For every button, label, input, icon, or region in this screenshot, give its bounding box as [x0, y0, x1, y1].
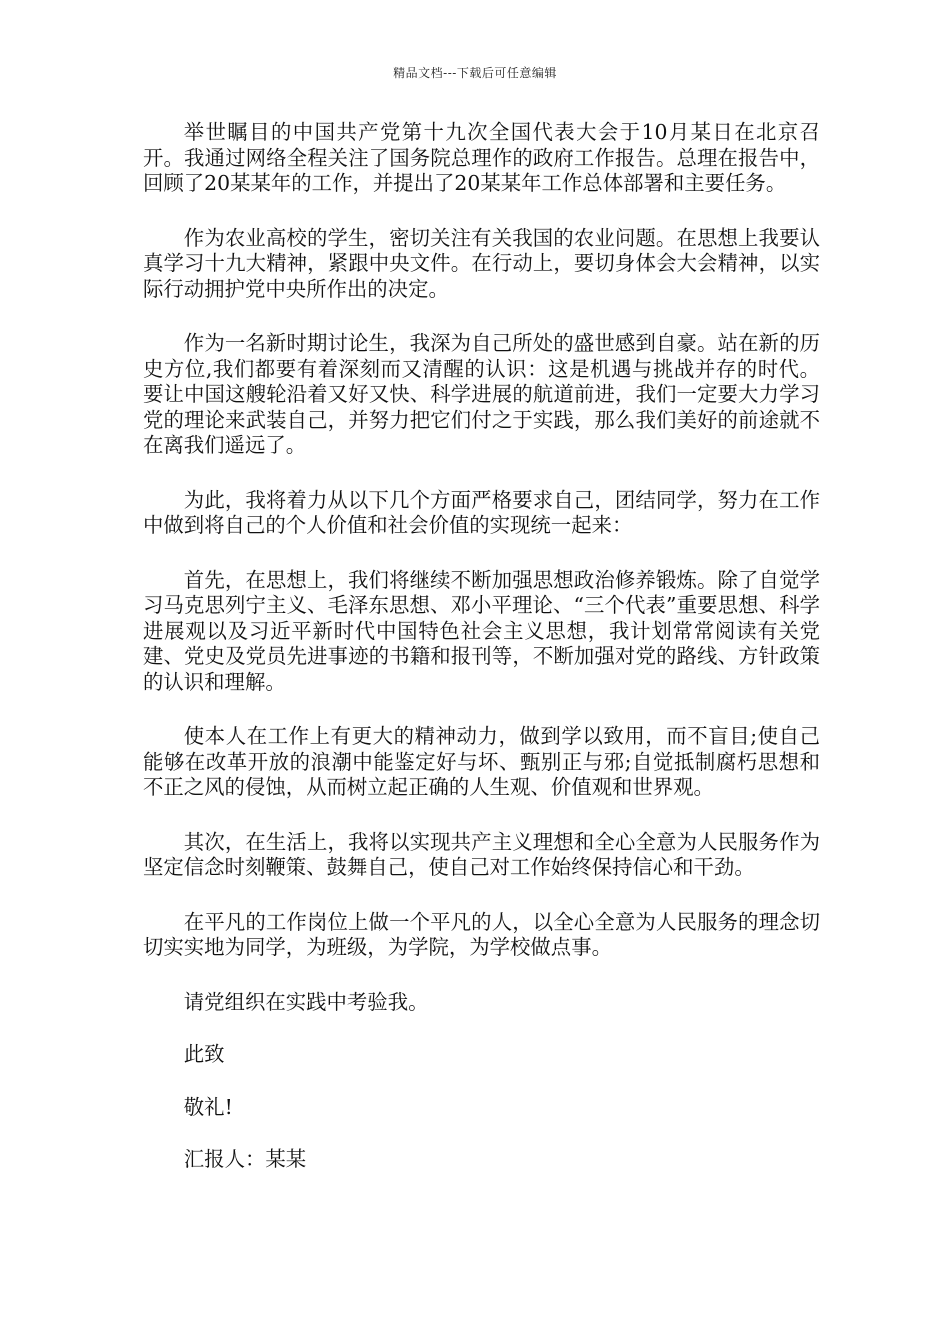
document-header-note: 精品文档---下载后可任意编辑 [393, 66, 557, 80]
paragraph-congress-intro: 举世瞩目的中国共产党第十九次全国代表大会于10月某日在北京召开。我通过网络全程关注了国务院总理作的政府工作报告。总理在报告中，回顾了20某某年的工作，并提出了20某某年工作总体部署和主要任务。 [143, 120, 820, 195]
closing-salutation: 此致 [183, 1042, 225, 1066]
paragraph-agriculture: 作为农业高校的学生，密切关注有关我国的农业问题。在思想上我要认真学习十九大精神，紧跟中央文件。在行动上，要切身体会大会精神，以实际行动拥护党中央所作出的决定。 [143, 225, 820, 301]
paragraph-requirements: 为此，我将着力从以下几个方面严格要求自己，团结同学，努力在工作中做到将自己的个人价值和社会价值的实现统一起来： [143, 487, 820, 537]
reporter-signature: 汇报人：某某 [183, 1147, 307, 1171]
document-body [143, 120, 820, 1200]
paragraph-life: 其次，在生活上，我将以实现共产主义理想和全心全意为人民服务作为坚定信念时刻鞭策、鼓舞自己，使自己对工作始终保持信心和干劲。 [143, 829, 820, 879]
paragraph-request: 请党组织在实践中考验我。 [183, 989, 429, 1014]
paragraph-motivation: 使本人在工作上有更大的精神动力，做到学以致用，而不盲目;使自己能够在改革开放的浪潮中能鉴定好与坏、甄别正与邪;自觉抵制腐朽思想和不正之风的侵蚀，从而树立起正确的人生观、价值观和世界观。 [143, 724, 820, 799]
paragraph-service: 在平凡的工作岗位上做一个平凡的人，以全心全意为人民服务的理念切切实实地为同学，为班级，为学院，为学校做点事。 [143, 909, 820, 959]
closing-regards: 敬礼! [183, 1094, 233, 1119]
paragraph-ideology: 首先，在思想上，我们将继续不断加强思想政治修养锻炼。除了自觉学习马克思列宁主义、毛泽东思想、邓小平理论、“三个代表”重要思想、科学进展观以及习近平新时代中国特色社会主义思想，我计划常常阅读有关党建、党史及党员先进事迹的书籍和报刊等，不断加强对党的路线、方针政策的认识和理解。 [143, 567, 820, 694]
paragraph-new-era: 作为一名新时期讨论生，我深为自己所处的盛世感到自豪。站在新的历史方位,我们都要有着深刻而又清醒的认识：这是机遇与挑战并存的时代。要让中国这艘轮沿着又好又快、科学进展的航道前进，我们一定要大力学习党的理论来武装自己，并努力把它们付之于实践，那么我们美好的前途就不在离我们遥远了。 [143, 331, 820, 457]
